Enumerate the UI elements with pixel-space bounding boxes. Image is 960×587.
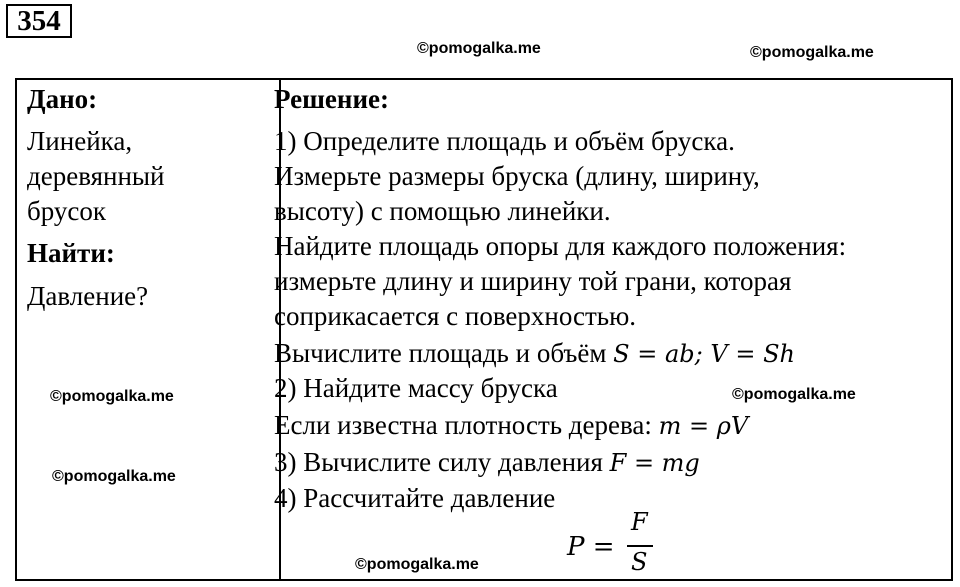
density-text: Если известна плотность дерева: — [274, 410, 659, 440]
pressure-denominator: S — [631, 548, 648, 576]
given-heading: Дано: — [27, 84, 98, 114]
watermark: ©pomogalka.me — [355, 556, 479, 573]
fraction-bar — [627, 545, 653, 547]
watermark: ©pomogalka.me — [50, 388, 174, 405]
force-formula: F = mg — [609, 449, 700, 477]
solution-line: измерьте длину и ширину той грани, которая — [274, 266, 792, 296]
find-value: Давление? — [27, 281, 149, 311]
given-line: брусок — [27, 196, 106, 226]
solution-line: соприкасается с поверхностью. — [274, 301, 637, 331]
density-line — [274, 408, 748, 444]
given-line: деревянный — [27, 161, 165, 191]
solution-line: Измерьте размеры бруска (длину, ширину, — [274, 161, 760, 191]
given-line: Линейка, — [27, 126, 133, 156]
step-4-line: 4) Рассчитайте давление — [274, 483, 556, 513]
area-volume-text: Вычислите площадь и объём — [274, 338, 614, 368]
watermark: ©pomogalka.me — [732, 386, 856, 403]
problem-number-badge: 354 — [6, 4, 72, 38]
watermark: ©pomogalka.me — [417, 40, 541, 57]
solution-line: Найдите площадь опоры для каждого положения: — [274, 231, 847, 261]
watermark: ©pomogalka.me — [52, 468, 176, 485]
density-formula: m = ρV — [658, 412, 749, 440]
step-3-text: 3) Вычислите силу давления — [274, 447, 610, 477]
solution-heading: Решение: — [274, 84, 389, 114]
pressure-numerator: F — [631, 508, 648, 536]
pressure-formula — [567, 508, 667, 584]
area-volume-line — [274, 336, 795, 372]
solution-line: 1) Определите площадь и объём бруска. — [274, 126, 735, 156]
solution-line: высоту) с помощью линейки. — [274, 196, 611, 226]
watermark: ©pomogalka.me — [750, 44, 874, 61]
find-heading: Найти: — [27, 238, 115, 268]
step-2-line: 2) Найдите массу бруска — [274, 373, 558, 403]
step-3-line — [274, 445, 700, 481]
pressure-lhs: P = — [567, 532, 615, 562]
area-volume-formula: S = ab; V = Sh — [613, 340, 795, 368]
